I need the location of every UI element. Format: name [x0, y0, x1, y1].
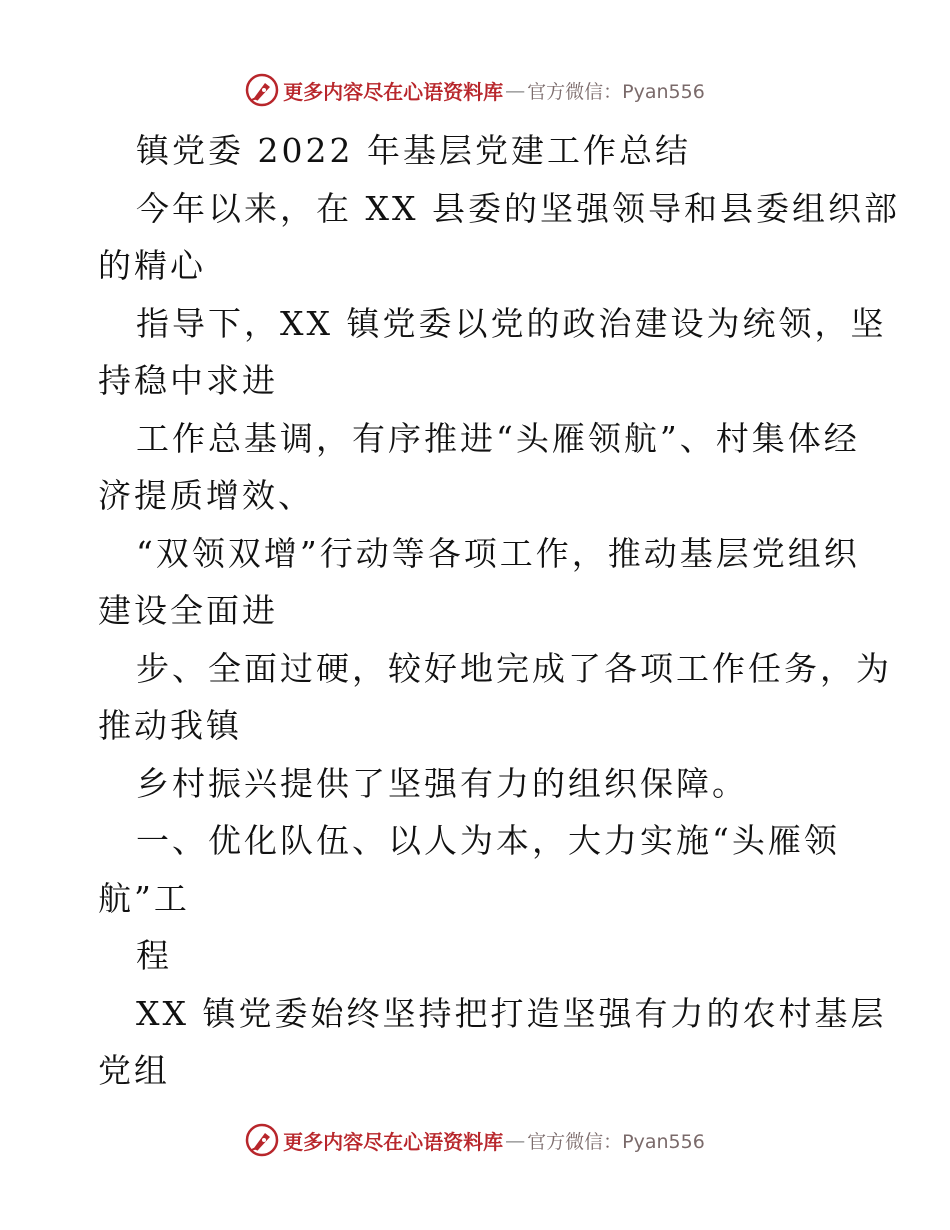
doc-line: 步、全面过硬，较好地完成了各项工作任务，为 [136, 648, 892, 688]
footer-watermark-banner [0, 1120, 950, 1160]
doc-line: XX 镇党委始终坚持把打造坚强有力的农村基层 [136, 993, 887, 1033]
document-body [98, 122, 900, 1100]
header-watermark-banner [0, 70, 950, 110]
doc-line: 指导下，XX 镇党委以党的政治建设为统领，坚 [136, 303, 887, 343]
watermark-main-text: 更多内容尽在心语资料库 [283, 1129, 504, 1154]
doc-line: 济提质增效、 [98, 476, 314, 515]
watermark-wechat-text: 官方微信：Pyan556 [527, 80, 705, 103]
pen-nib-logo-icon [245, 1123, 279, 1157]
doc-line: 乡村振兴提供了坚强有力的组织保障。 [136, 763, 748, 803]
doc-section-heading-cont: 程 [136, 936, 172, 975]
doc-line: 党组 [98, 1051, 170, 1090]
watermark-separator: — [505, 78, 526, 102]
doc-line: 建设全面进 [98, 591, 278, 630]
doc-line: 的精心 [98, 246, 206, 285]
watermark-wechat-text: 官方微信：Pyan556 [527, 1130, 705, 1153]
doc-line: “双领双增”行动等各项工作，推动基层党组织 [136, 533, 860, 573]
pen-nib-logo-icon [245, 73, 279, 107]
doc-line: 今年以来，在 XX 县委的坚强领导和县委组织部 [136, 188, 900, 228]
doc-line: 持稳中求进 [98, 361, 278, 400]
doc-section-heading-cont: 航”工 [98, 878, 190, 918]
doc-line: 工作总基调，有序推进“头雁领航”、村集体经 [136, 418, 860, 458]
watermark-main-text: 更多内容尽在心语资料库 [283, 79, 504, 104]
doc-title: 镇党委 2022 年基层党建工作总结 [136, 131, 691, 170]
doc-line: 推动我镇 [98, 706, 242, 745]
doc-section-heading: 一、优化队伍、以人为本，大力实施“头雁领 [136, 821, 840, 860]
watermark-separator: — [505, 1128, 526, 1152]
